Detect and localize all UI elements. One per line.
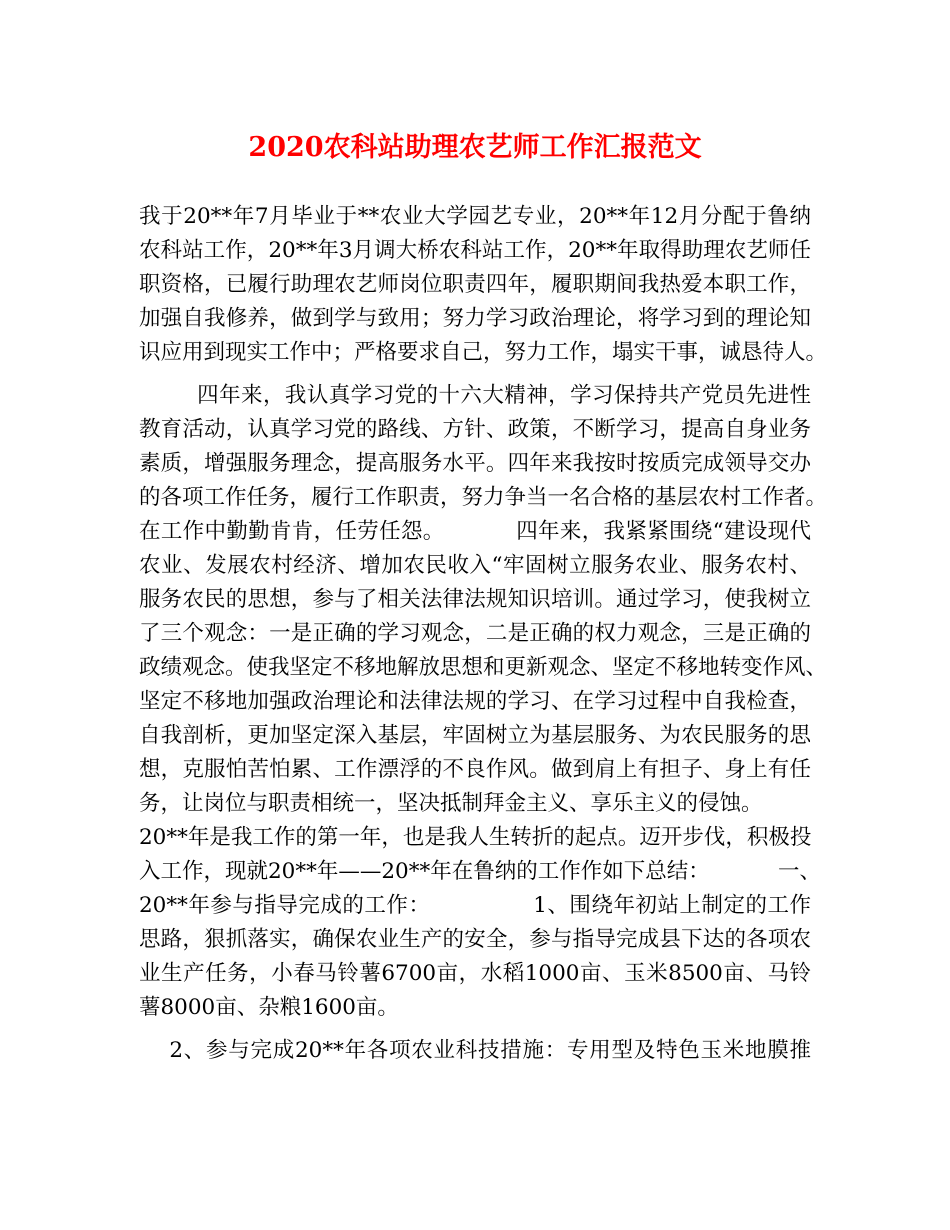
body-line: 20**年参与指导完成的工作： 1、围绕年初站上制定的工作 [139, 893, 811, 918]
body-line: 业生产任务，小春马铃薯6700亩，水稻1000亩、玉米8500亩、马铃 [139, 961, 811, 986]
body-line: 四年来，我认真学习党的十六大精神，学习保持共产党员先进性 [139, 383, 811, 408]
body-line: 自我剖析，更加坚定深入基层，牢固树立为基层服务、为农民服务的思 [139, 723, 811, 748]
body-line: 在工作中勤勤肯肯，任劳任怨。 四年来，我紧紧围绕“建设现代 [139, 519, 811, 544]
body-line: 了三个观念：一是正确的学习观念，二是正确的权力观念，三是正确的 [139, 621, 811, 646]
body-line: 想，克服怕苦怕累、工作漂浮的不良作风。做到肩上有担子、身上有任 [139, 757, 811, 782]
body-line: 教育活动，认真学习党的路线、方针、政策，不断学习，提高自身业务 [139, 417, 811, 442]
body-line: 坚定不移地加强政治理论和法律法规的学习、在学习过程中自我检查， [139, 689, 811, 714]
body-line: 职资格，已履行助理农艺师岗位职责四年，履职期间我热爱本职工作， [139, 272, 811, 297]
body-line: 政绩观念。使我坚定不移地解放思想和更新观念、坚定不移地转变作风、 [139, 655, 828, 680]
body-line: 务，让岗位与职责相统一，坚决抵制拜金主义、享乐主义的侵蚀。 [139, 791, 763, 816]
body-line: 的各项工作任务，履行工作职责，努力争当一名合格的基层农村工作者。 [139, 485, 828, 510]
body-line: 服务农民的思想，参与了相关法律法规知识培训。通过学习，使我树立 [139, 587, 811, 612]
body-line: 农业、发展农村经济、增加农民收入“牢固树立服务农业、服务农村、 [139, 553, 811, 578]
body-line: 我于20**年7月毕业于**农业大学园艺专业，20**年12月分配于鲁纳 [139, 204, 811, 229]
body-line: 加强自我修养，做到学与致用；努力学习政治理论，将学习到的理论知 [139, 306, 811, 331]
body-line: 20**年是我工作的第一年，也是我人生转折的起点。迈开步伐，积极投 [139, 825, 812, 850]
document-title: 2020农科站助理农艺师工作汇报范文 [248, 132, 702, 163]
body-line: 农科站工作，20**年3月调大桥农科站工作，20**年取得助理农艺师任 [139, 238, 811, 263]
body-line: 薯8000亩、杂粮1600亩。 [139, 995, 399, 1020]
body-line: 识应用到现实工作中；严格要求自己，努力工作，塌实干事，诚恳待人。 [139, 340, 828, 365]
body-line: 入工作，现就20**年——20**年在鲁纳的工作作如下总结： 一、 [139, 859, 822, 884]
body-line: 2、参与完成20**年各项农业科技措施：专用型及特色玉米地膜推 [139, 1038, 811, 1063]
body-line: 思路，狠抓落实，确保农业生产的安全，参与指导完成县下达的各项农 [139, 927, 811, 952]
body-line: 素质，增强服务理念，提高服务水平。四年来我按时按质完成领导交办 [139, 451, 811, 476]
